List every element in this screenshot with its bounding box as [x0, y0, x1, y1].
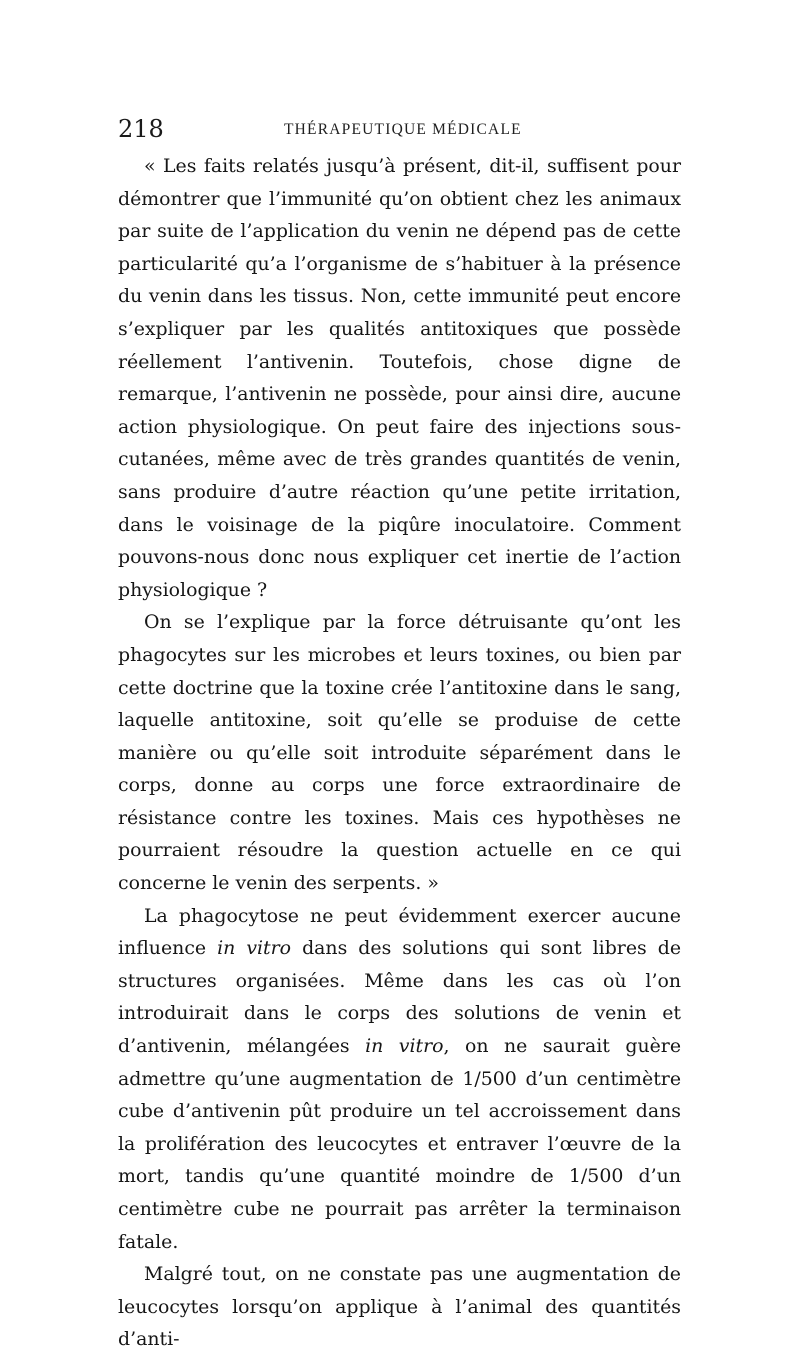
paragraph [118, 900, 681, 1259]
body-text [118, 150, 681, 1356]
text-segment: Malgré tout, on ne constate pas une augmentation de leucocytes lorsqu’on applique à l’animal des quantités d’anti- [118, 1263, 681, 1351]
paragraph [118, 150, 681, 606]
text-segment: dans des solutions qui sont libres de structures organisées. Même dans les cas où l’on introduirait dans le corps des solutions de venin et d’antivenin, mélangées [118, 937, 681, 1058]
italic-text: in vitro [217, 937, 292, 960]
running-head [118, 114, 680, 144]
italic-text: in vitro [365, 1035, 444, 1058]
text-segment: « Les faits relatés jusqu’à présent, dit-il, suffisent pour démontrer que l’immunité qu’on obtient chez les animaux par suite de l’application du venin ne dépend pas de cette particularité qu’a l’organisme de s’habituer à la présence du venin dans les tissus. Non, cette immunité peut encore s’expliquer par les qualités antitoxiques que possède réellement l’antivenin. Toutefois, chose digne de remarque, l’antivenin ne possède, pour ainsi dire, aucune action physiologique. On peut faire des injections sous-cutanées, même avec de très grandes quantités de venin, sans produire d’autre réaction qu’une petite irritation, dans le voisinage de la piqûre inoculatoire. Comment pouvons-nous donc nous expliquer cet inertie de l’action physiologique ? [118, 155, 681, 601]
text-segment: , on ne saurait guère admettre qu’une augmentation de 1/500 d’un centimètre cube d’antivenin pût produire un tel accroissement dans la prolifération des leucocytes et entraver l’œuvre de la mort, tandis qu’une quantité moindre de 1/500 d’un centimètre cube ne pourrait pas arrêter la terminaison fatale. [118, 1035, 682, 1253]
paragraph [118, 1258, 681, 1356]
running-title: THÉRAPEUTIQUE MÉDICALE [284, 121, 522, 138]
text-segment: On se l’explique par la force détruisante qu’ont les phagocytes sur les microbes et leurs toxines, ou bien par cette doctrine que la toxine crée l’antitoxine dans le sang, laquelle antitoxine, soit qu’elle se produise de cette manière ou qu’elle soit introduite séparément dans le corps, donne au corps une force extraordinaire de résistance contre les toxines. Mais ces hypothèses ne pourraient résoudre la question actuelle en ce qui concerne le venin des serpents. » [118, 611, 681, 895]
page-number: 218 [118, 115, 164, 143]
paragraph [118, 606, 681, 899]
text-segment: La phagocytose ne peut évidemment exercer aucune influence [118, 904, 681, 960]
